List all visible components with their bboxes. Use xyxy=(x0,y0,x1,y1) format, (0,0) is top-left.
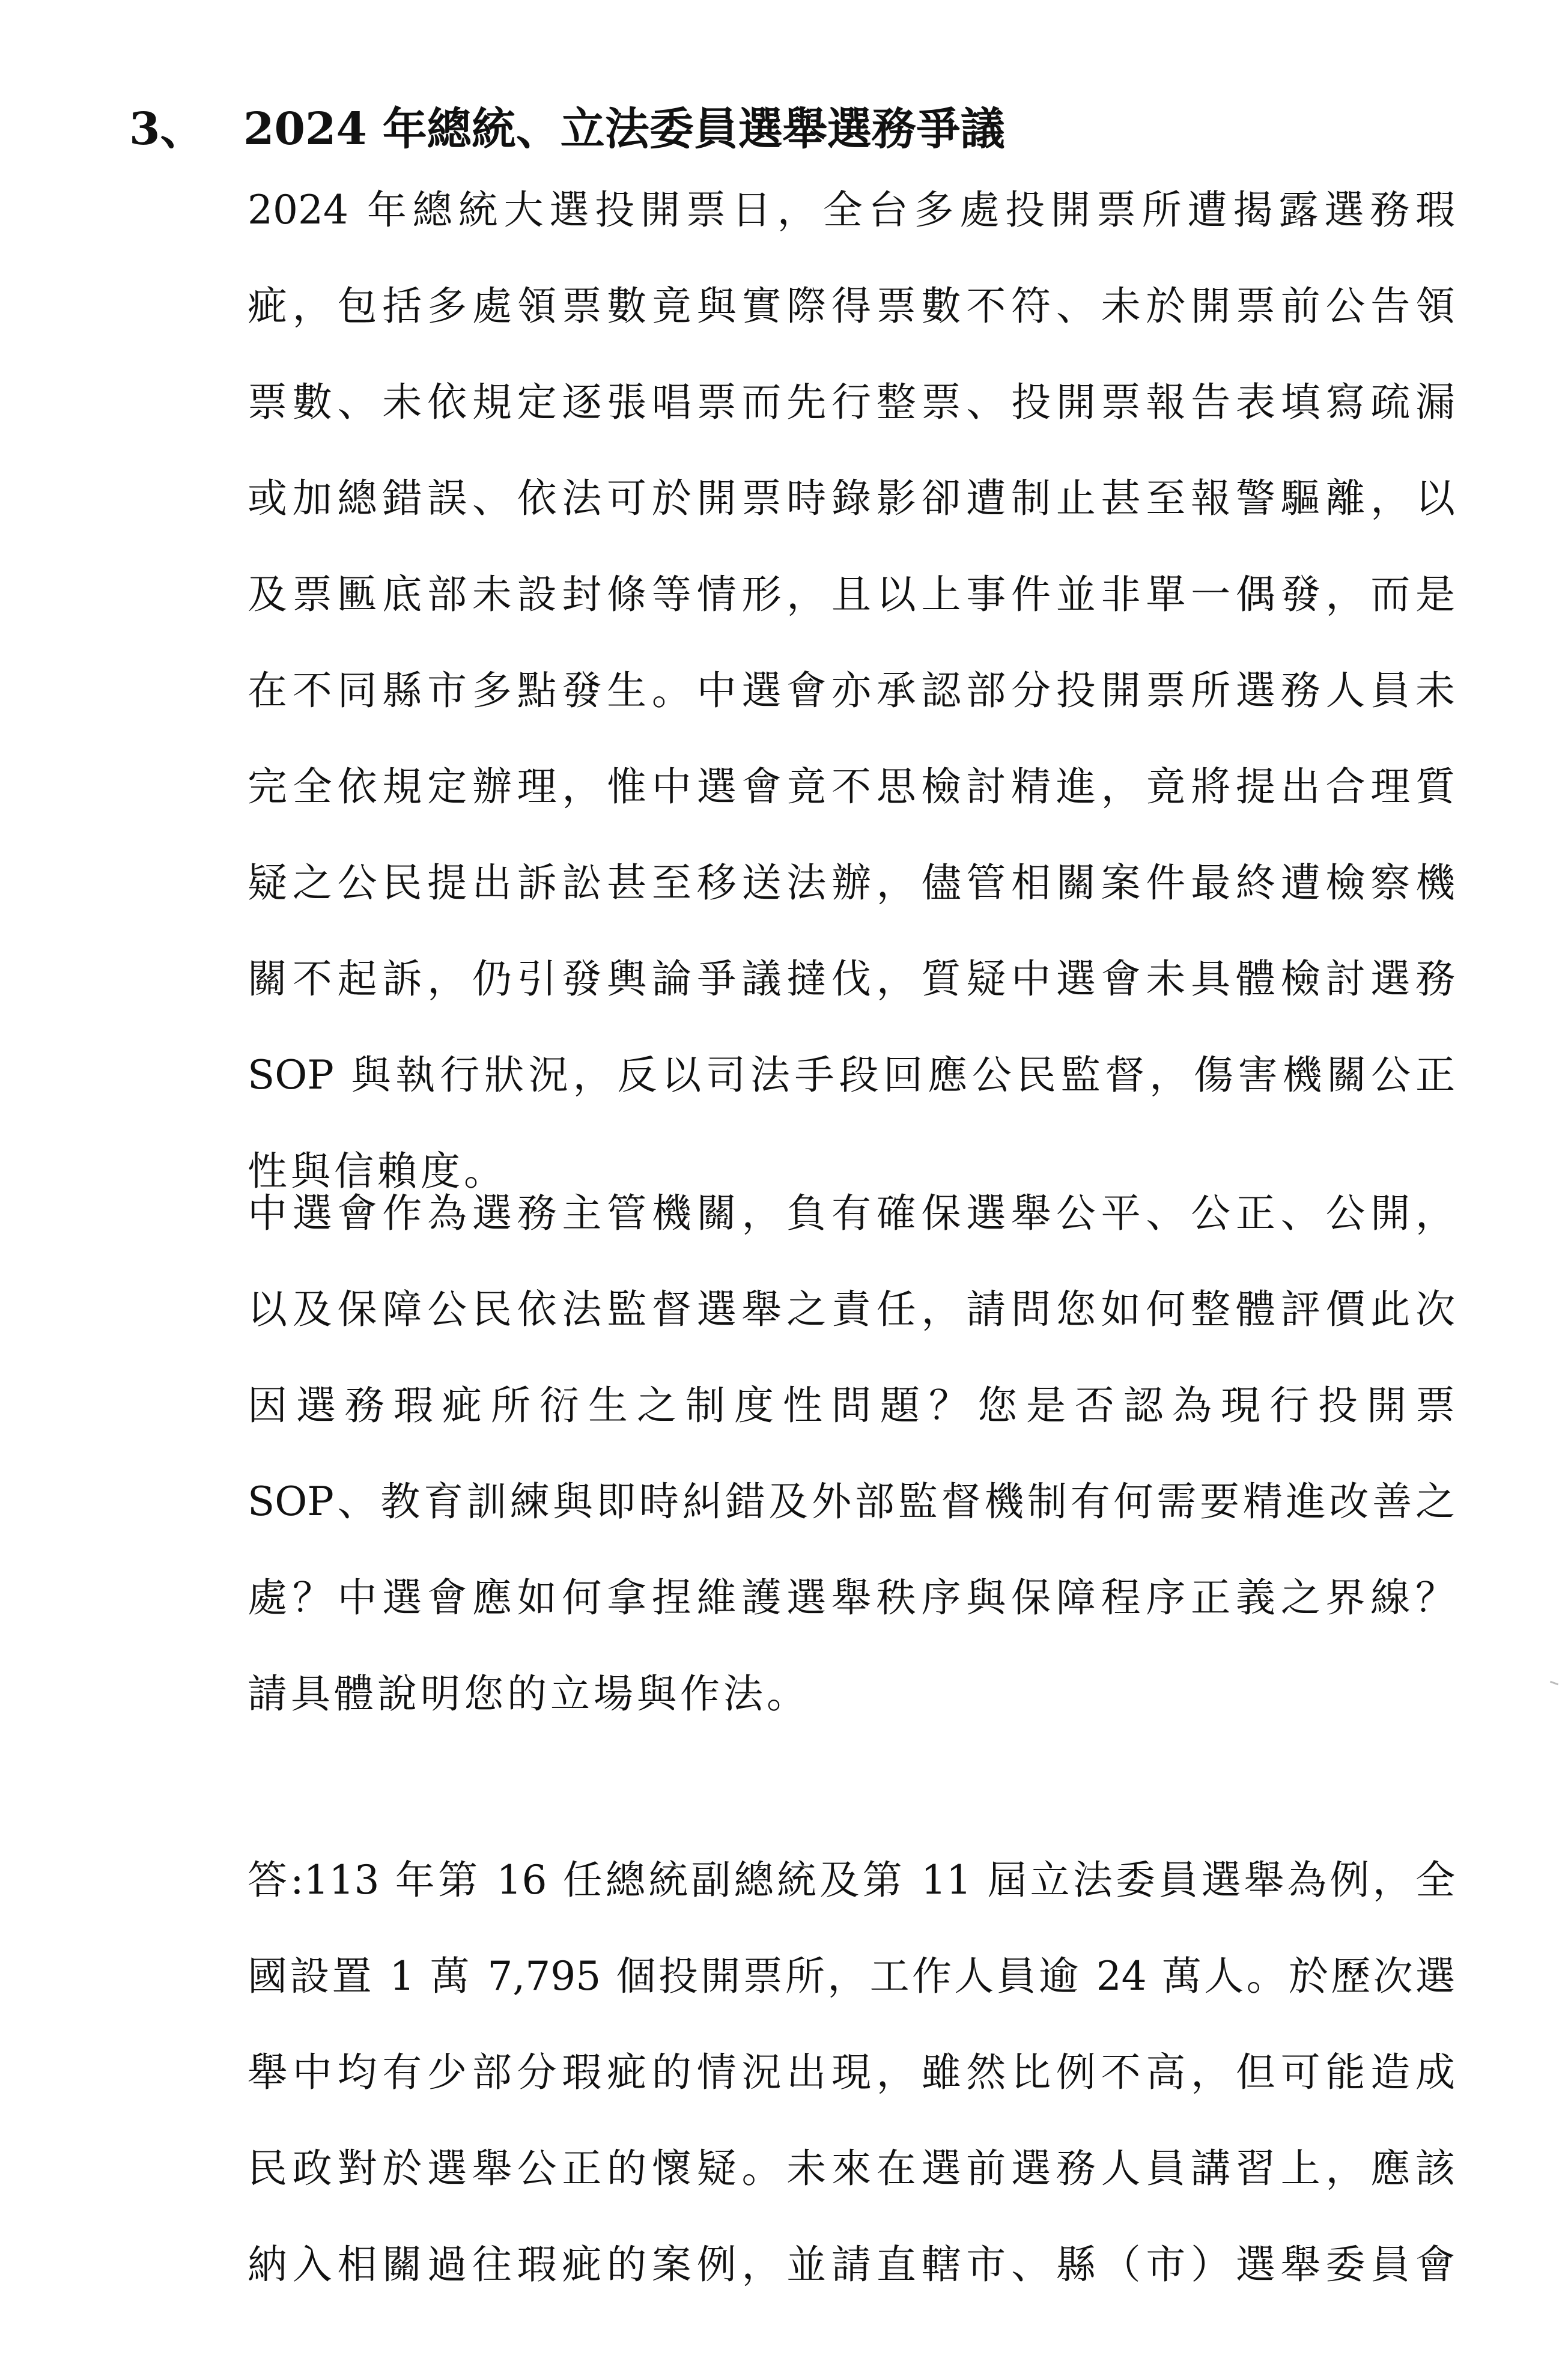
text-line: 舉中均有少部分瑕疵的情況出現，雖然比例不高，但可能造成 xyxy=(248,2049,1455,2095)
question-paragraph xyxy=(248,1165,1455,1742)
section-title: 2024 年總統、立法委員選舉選務爭議 xyxy=(243,103,1005,155)
text-line: 民政對於選舉公正的懷疑。未來在選前選務人員講習上，應該 xyxy=(248,2145,1455,2192)
answer-paragraph xyxy=(248,1832,1455,2313)
text-line: 關不起訴，仍引發輿論爭議撻伐，質疑中選會未具體檢討選務 xyxy=(248,956,1455,1002)
text-line: 在不同縣市多點發生。中選會亦承認部分投開票所選務人員未 xyxy=(248,667,1455,714)
text-line: 完全依規定辦理，惟中選會竟不思檢討精進，竟將提出合理質 xyxy=(248,764,1455,810)
text-line: 或加總錯誤、依法可於開票時錄影卻遭制止甚至報警驅離，以 xyxy=(248,475,1455,521)
text-line: 性與信賴度。 xyxy=(248,1148,507,1194)
text-line: 中選會作為選務主管機關，負有確保選舉公平、公正、公開， xyxy=(248,1190,1455,1236)
text-line: 2024 年總統大選投開票日，全台多處投開票所遭揭露選務瑕 xyxy=(248,187,1455,233)
text-line: 納入相關過往瑕疵的案例，並請直轄市、縣（市）選舉委員會 xyxy=(248,2241,1455,2288)
text-line: 處？中選會應如何拿捏維護選舉秩序與保障程序正義之界線？ xyxy=(248,1575,1455,1621)
text-line: 請具體說明您的立場與作法。 xyxy=(248,1671,810,1717)
text-line: 疵，包括多處領票數竟與實際得票數不符、未於開票前公告領 xyxy=(248,283,1455,329)
text-line: 國設置 1 萬 7,795 個投開票所，工作人員逾 24 萬人。於歷次選 xyxy=(248,1953,1455,1999)
section-number: 3、 xyxy=(129,103,205,155)
section-heading xyxy=(129,96,1005,162)
text-line: 票數、未依規定逐張唱票而先行整票、投開票報告表填寫疏漏 xyxy=(248,379,1455,425)
text-line: SOP、教育訓練與即時糾錯及外部監督機制有何需要精進改善之 xyxy=(248,1478,1455,1525)
text-line: 因選務瑕疵所衍生之制度性問題？您是否認為現行投開票 xyxy=(248,1382,1455,1429)
text-line: SOP 與執行狀況，反以司法手段回應公民監督，傷害機關公正 xyxy=(248,1052,1455,1098)
text-line: 以及保障公民依法監督選舉之責任，請問您如何整體評價此次 xyxy=(248,1286,1455,1332)
scan-artifact xyxy=(1550,1681,1558,1686)
text-line: 及票匭底部未設封條等情形，且以上事件並非單一偶發，而是 xyxy=(248,571,1455,618)
background-paragraph xyxy=(248,162,1455,1220)
text-line: 疑之公民提出訴訟甚至移送法辦，儘管相關案件最終遭檢察機 xyxy=(248,860,1455,906)
text-line: 答:113 年第 16 任總統副總統及第 11 屆立法委員選舉為例，全 xyxy=(248,1857,1455,1903)
